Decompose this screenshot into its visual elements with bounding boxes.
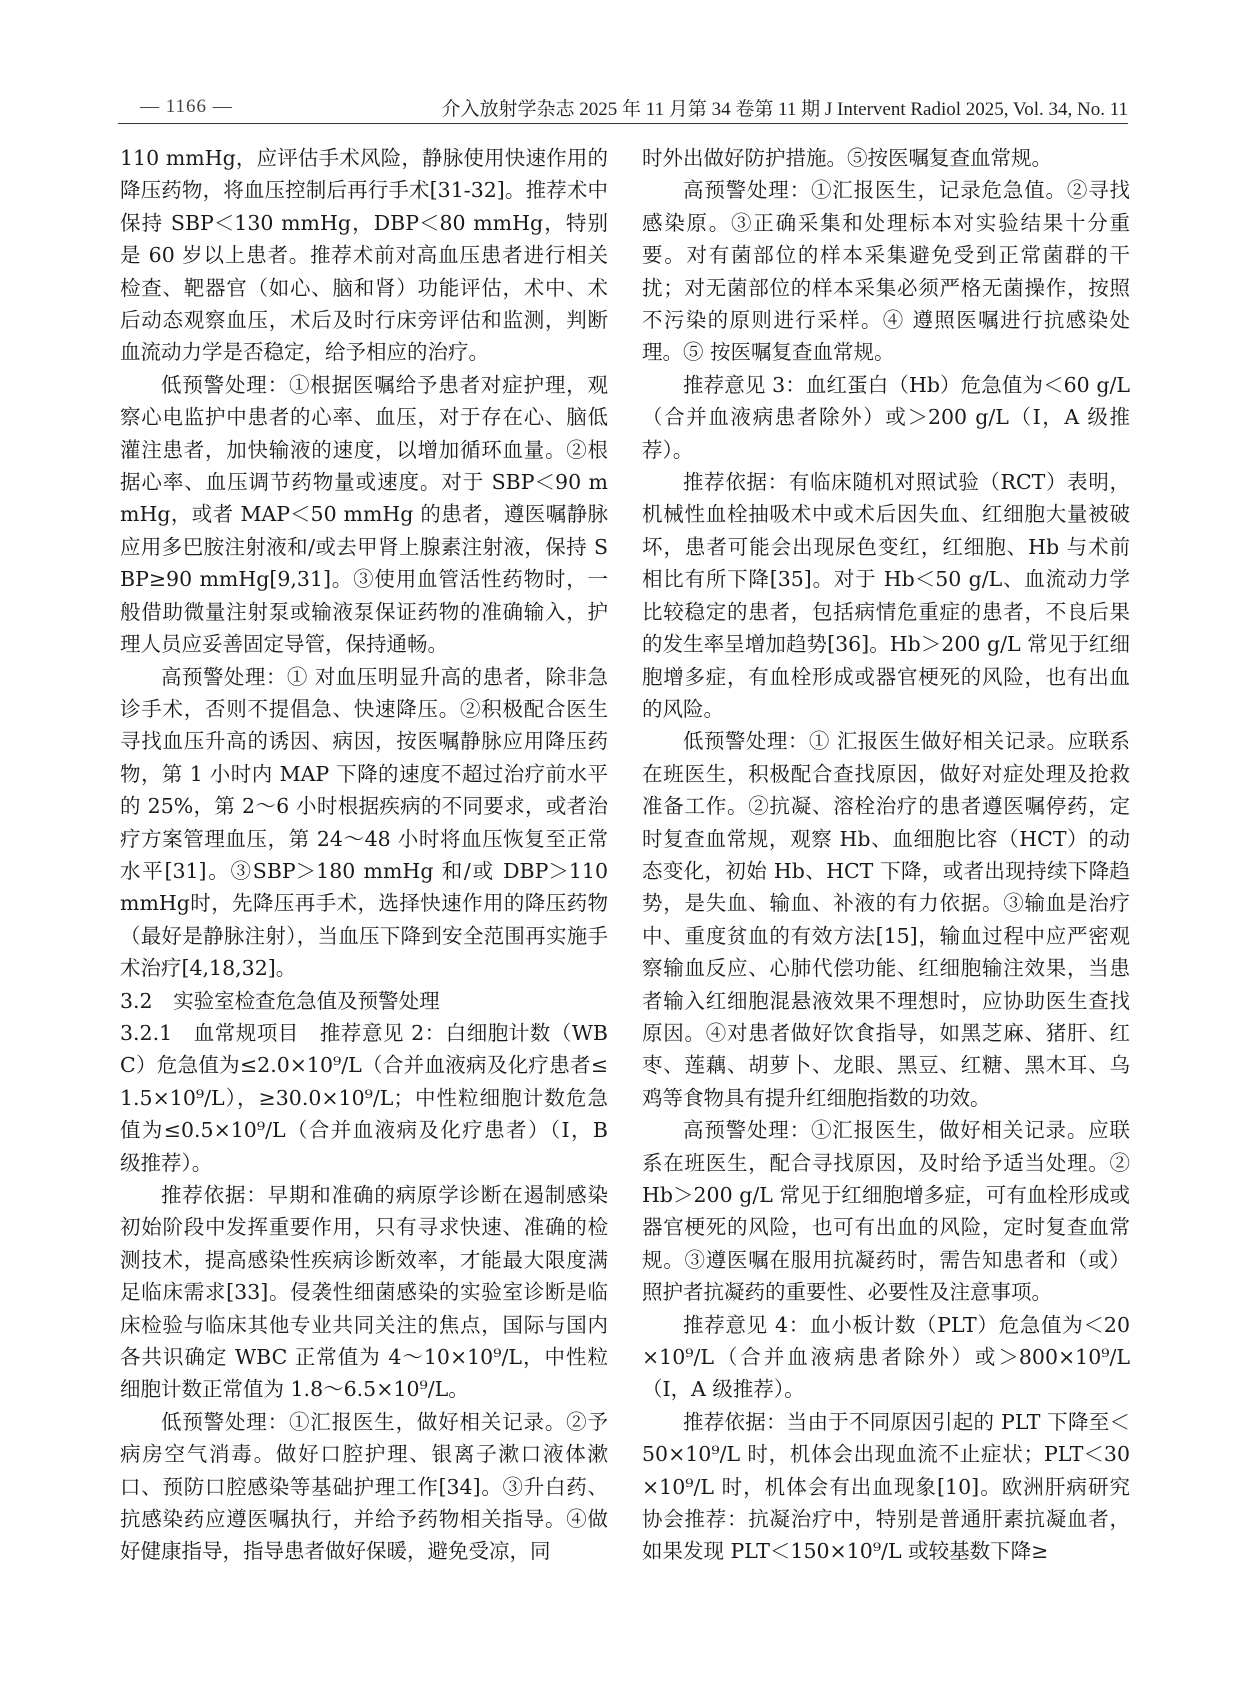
paragraph-recommendation-3: 推荐意见 3：血红蛋白（Hb）危急值为＜60 g/L（合并血液病患者除外）或＞200 g/L（Ⅰ，A 级推荐）。 — [642, 372, 1130, 462]
paragraph-low-warning-wbc: 低预警处理：①汇报医生，做好相关记录。②予病房空气消毒。做好口腔护理、银离子漱口液体漱口、预防口腔感染等基础护理工作[34]。③升白药、抗感染药应遵医嘱执行，并给予药物相关指导。④做好健康指导，指导患者做好保暖，避免受凉，同 — [120, 1409, 608, 1564]
paragraph-continuation: 时外出做好防护措施。⑤按医嘱复查血常规。 — [642, 146, 1052, 170]
paragraph-high-warning-hb: 高预警处理：①汇报医生，做好相关记录。应联系在班医生，配合寻找原因，及时给予适当处理。②Hb＞200 g/L 常见于红细胞增多症，可有血栓形成或器官梗死的风险，也可有出血的风险，定时复查血常规。③遵医嘱在服用抗凝药时，需告知患者和（或）照护者抗凝药的重要性、必要性及注意事项。 — [642, 1118, 1130, 1305]
paragraph-basis-plt: 推荐依据：当由于不同原因引起的 PLT 下降至＜50×10⁹/L 时，机体会出现血流不止症状；PLT＜30×10⁹/L 时，机体会有出血现象[10]。欧洲肝病研究协会推荐：抗凝治疗中，特别是普通肝素抗凝血者，如果发现 PLT＜150×10⁹/L 或较基数下降≥ — [642, 1409, 1130, 1564]
section-heading-3-2: 3.2 实验室检查危急值及预警处理 — [120, 988, 440, 1013]
paragraph-high-warning-bp: 高预警处理：① 对血压明显升高的患者，除非急诊手术，否则不提倡急、快速降压。②积极配合医生寻找血压升高的诱因、病因，按医嘱静脉应用降压药物，第 1 小时内 MAP 下降的速度不超过治疗前水平的 25%，第 2～6 小时根据疾病的不同要求，或者治疗方案管理血压，第 24～48 小时将血压恢复至正常水平[31]。③SBP＞180 mmHg 和/或 DBP＞110 mmHg时，先降压再手术，选择快速作用的降压药物（最好是静脉注射），当血压下降到安全范围再实施手术治疗[4,18,32]。 — [120, 664, 608, 981]
paragraph-basis-hb: 推荐依据：有临床随机对照试验（RCT）表明，机械性血栓抽吸术中或术后因失血、红细胞大量被破坏，患者可能会出现尿色变红，红细胞、Hb 与术前相比有所下降[35]。对于 Hb＜50 g/L、血流动力学比较稳定的患者，包括病情危重症的患者，不良后果的发生率呈增加趋势[36]。Hb＞200 g/L 常见于红细胞增多症，有血栓形成或器官梗死的风险，也有出血的风险。 — [642, 470, 1130, 721]
running-header — [118, 92, 1128, 122]
journal-citation: 介入放射学杂志 2025 年 11 月第 34 卷第 11 期 J Intervent Radiol 2025, Vol. 34, No. 11 — [441, 99, 1128, 120]
page-number: — 1166 — — [140, 96, 233, 117]
left-column — [120, 142, 608, 1568]
paragraph-recommendation-4: 推荐意见 4：血小板计数（PLT）危急值为＜20×10⁹/L（合并血液病患者除外）或＞800×10⁹/L（Ⅰ，A 级推荐）。 — [642, 1312, 1130, 1402]
header-rule — [118, 123, 1128, 124]
right-column — [642, 142, 1130, 1568]
paragraph-high-warning-wbc: 高预警处理：①汇报医生，记录危急值。②寻找感染原。③正确采集和处理标本对实验结果十分重要。对有菌部位的样本采集避免受到正常菌群的干扰；对无菌部位的样本采集必须严格无菌操作，按照不污染的原则进行采样。④ 遵照医嘱进行抗感染处理。⑤ 按医嘱复查血常规。 — [642, 178, 1130, 365]
paragraph-basis-wbc: 推荐依据：早期和准确的病原学诊断在遏制感染初始阶段中发挥重要作用，只有寻求快速、准确的检测技术，提高感染性疾病诊断效率，才能最大限度满足临床需求[33]。侵袭性细菌感染的实验室诊断是临床检验与临床其他专业共同关注的焦点，国际与国内各共识确定 WBC 正常值为 4～10×10⁹/L，中性粒细胞计数正常值为 1.8～6.5×10⁹/L。 — [120, 1183, 608, 1402]
paragraph-low-warning-bp: 低预警处理：①根据医嘱给予患者对症护理，观察心电监护中患者的心率、血压，对于存在心、脑低灌注患者，加快输液的速度，以增加循环血量。②根据心率、血压调节药物量或速度。对于 SBP＜90 mmHg，或者 MAP＜50 mmHg 的患者，遵医嘱静脉应用多巴胺注射液和/或去甲肾上腺素注射液，保持 SBP≥90 mmHg[9,31]。③使用血管活性药物时，一般借助微量注射泵或输液泵保证药物的准确输入，护理人员应妥善固定导管，保持通畅。 — [120, 372, 608, 657]
paragraph-recommendation-2: 3.2.1 血常规项目 推荐意见 2：白细胞计数（WBC）危急值为≤2.0×10⁹/L（合并血液病及化疗患者≤1.5×10⁹/L），≥30.0×10⁹/L；中性粒细胞计数危急值为≤0.5×10⁹/L（合并血液病及化疗患者）（I，B 级推荐）。 — [120, 1020, 608, 1175]
paragraph-low-warning-hb: 低预警处理：① 汇报医生做好相关记录。应联系在班医生，积极配合查找原因，做好对症处理及抢救准备工作。②抗凝、溶栓治疗的患者遵医嘱停药，定时复查血常规，观察 Hb、血细胞比容（HCT）的动态变化，初始 Hb、HCT 下降，或者出现持续下降趋势，是失血、输血、补液的有力依据。③输血是治疗中、重度贫血的有效方法[15]，输血过程中应严密观察输血反应、心肺代偿功能、红细胞输注效果，当患者输入红细胞混悬液效果不理想时，应协助医生查找原因。④对患者做好饮食指导，如黑芝麻、猪肝、红枣、莲藕、胡萝卜、龙眼、黑豆、红糖、黑木耳、乌鸡等食物具有提升红细胞指数的功效。 — [642, 729, 1130, 1110]
paragraph-bp-intraop: 110 mmHg，应评估手术风险，静脉使用快速作用的降压药物，将血压控制后再行手术[31-32]。推荐术中保持 SBP＜130 mmHg，DBP＜80 mmHg，特别是 60 岁以上患者。推荐术前对高血压患者进行相关检查、靶器官（如心、脑和肾）功能评估，术中、术后动态观察血压，术后及时行床旁评估和监测，判断血流动力学是否稳定，给予相应的治疗。 — [120, 146, 608, 365]
